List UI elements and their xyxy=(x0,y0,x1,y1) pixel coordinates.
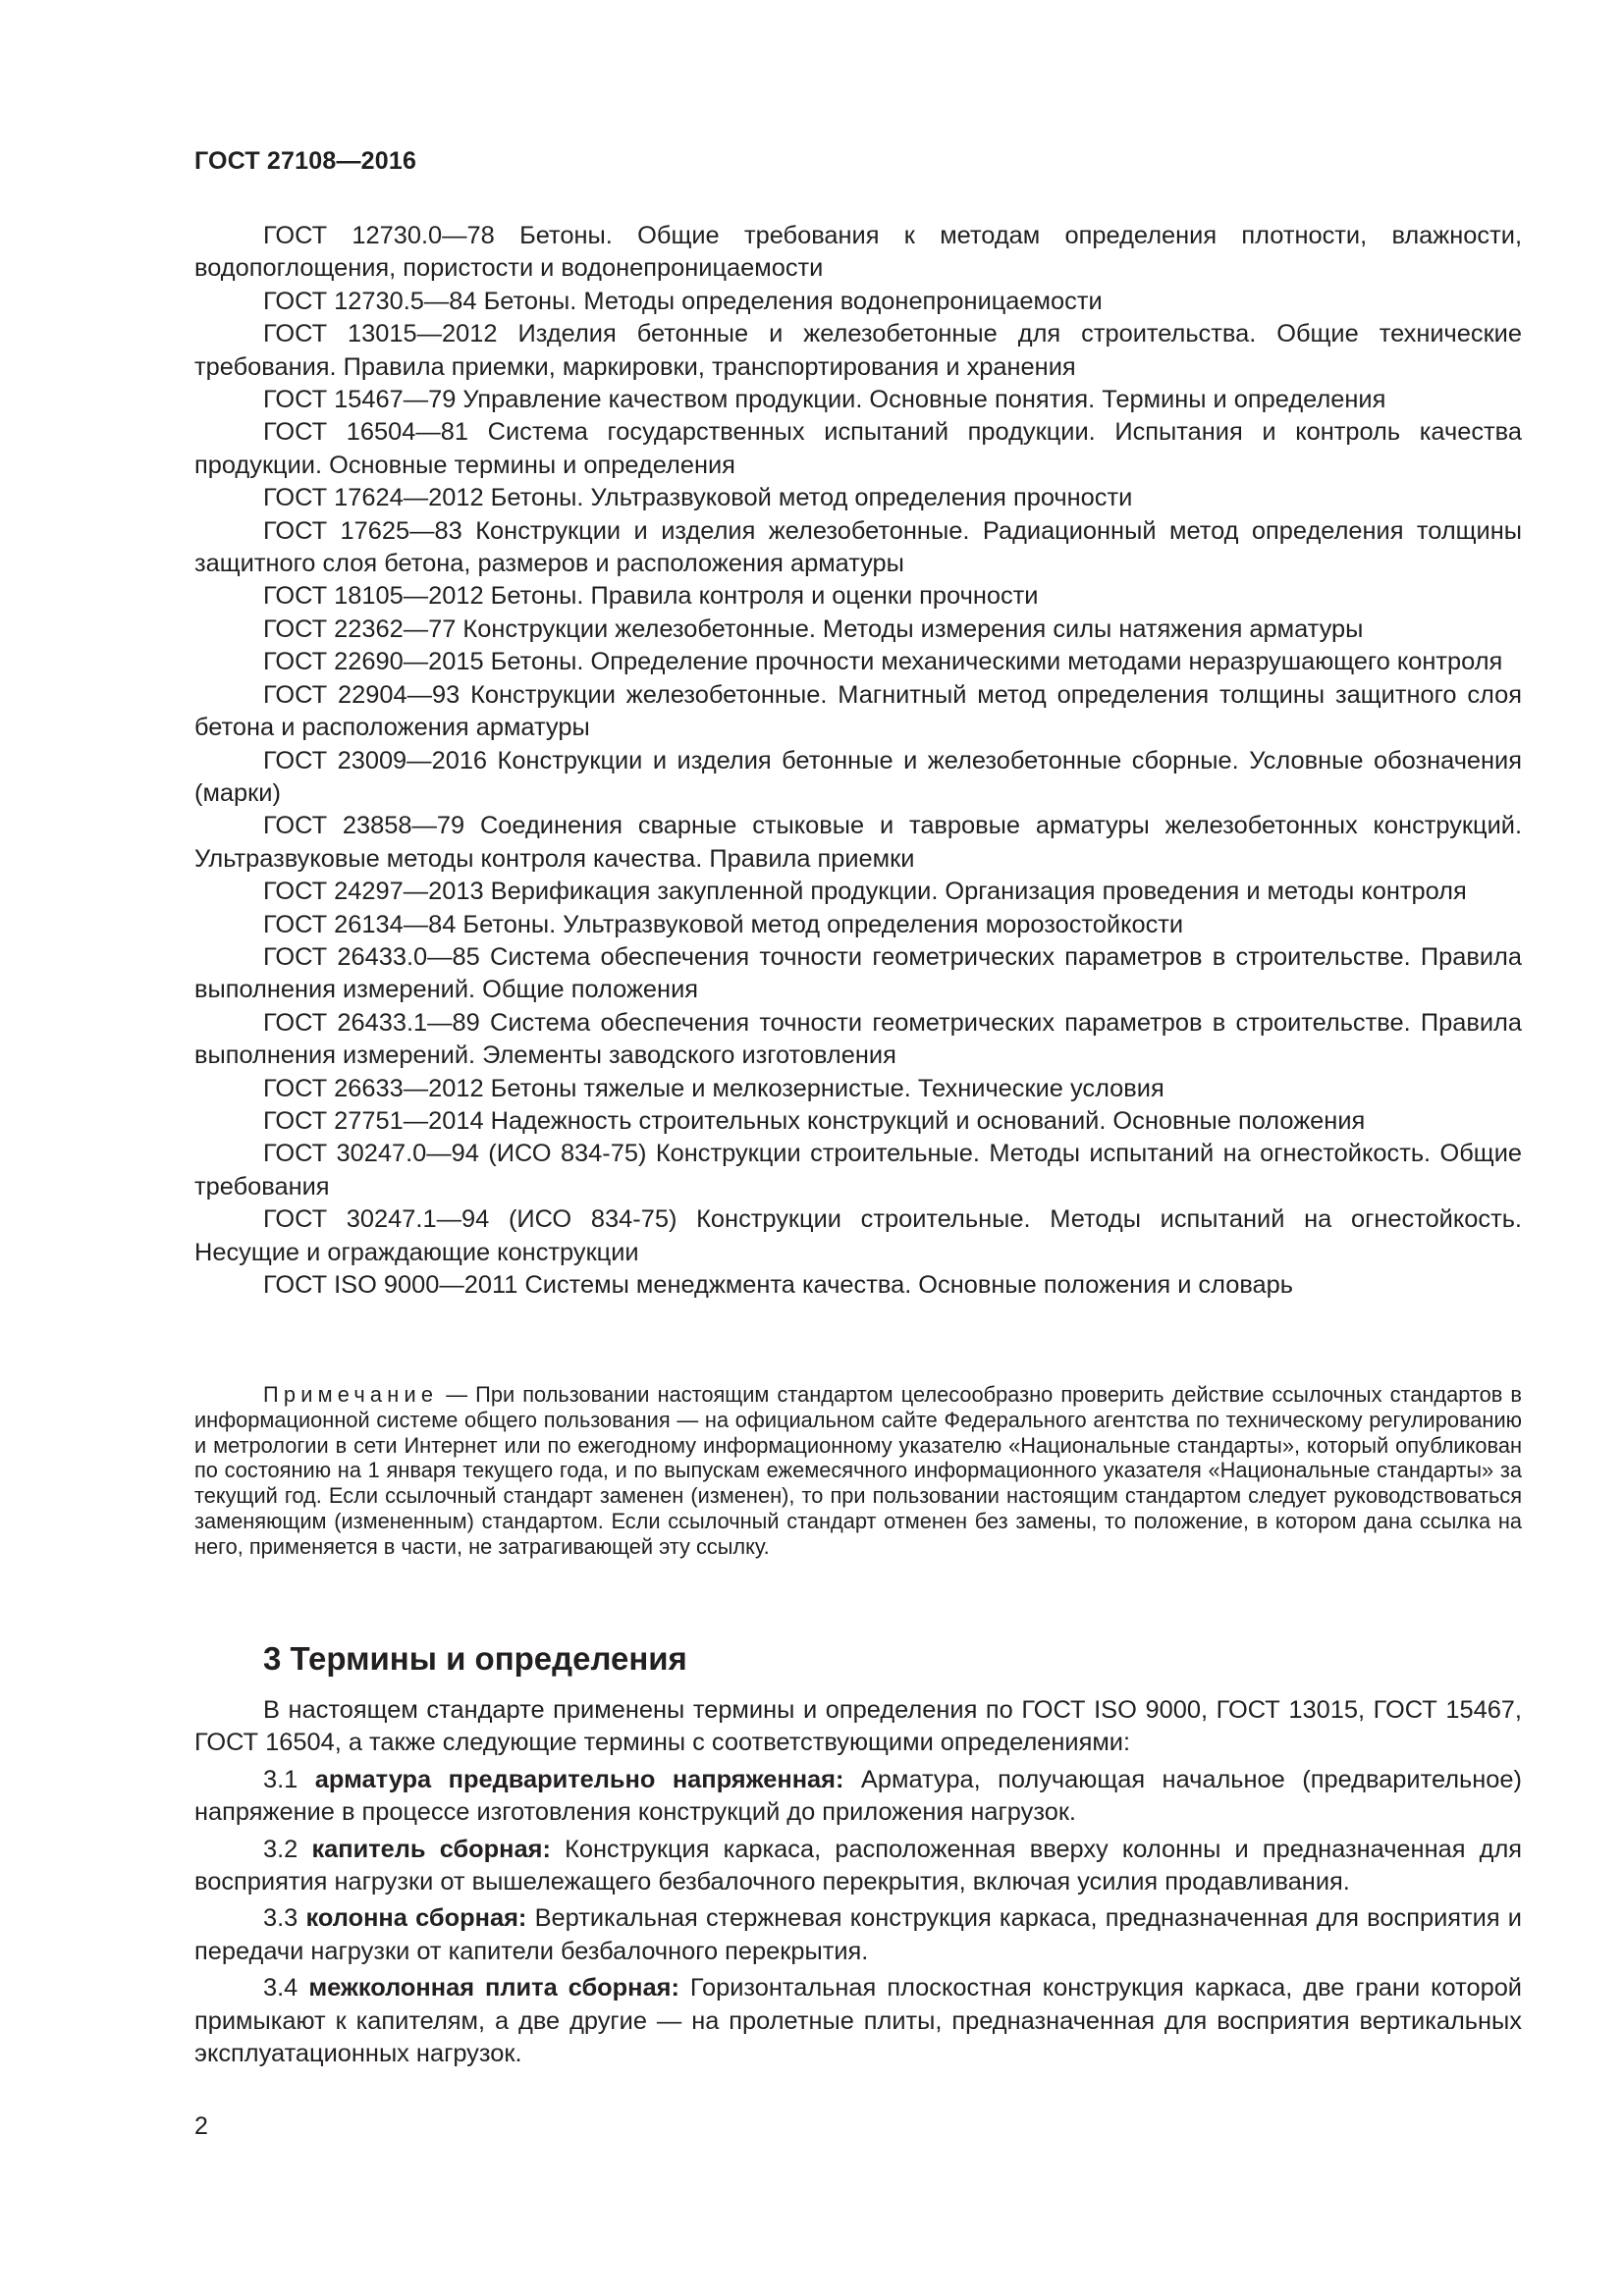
term-number: 3.4 xyxy=(263,1974,298,2002)
reference-item: ГОСТ 18105—2012 Бетоны. Правила контроля и оценки прочности xyxy=(263,582,1039,611)
reference-item: ГОСТ 30247.1—94 (ИСО 834-75) Конструкции строительные. Методы испытаний на огнестойкость. Несущие и ограждающие конструкции xyxy=(194,1205,1522,1266)
section-intro: В настоящем стандарте применены термины и определения по ГОСТ ISO 9000, ГОСТ 13015, ГОСТ 15467, ГОСТ 16504, а также следующие термины с соответствующими определениями: xyxy=(194,1696,1522,1757)
reference-item: ГОСТ 22904—93 Конструкции железобетонные. Магнитный метод определения толщины защитного слоя бетона и расположения арматуры xyxy=(194,680,1522,742)
term-name: межколонная плита сборная: xyxy=(308,1974,679,2002)
reference-item: ГОСТ 13015—2012 Изделия бетонные и железобетонные для строительства. Общие технические требования. Правила приемки, маркировки, транспортирования и хранения xyxy=(194,320,1522,381)
term-number: 3.1 xyxy=(263,1765,298,1793)
term-item xyxy=(194,1902,1522,1968)
reference-item: ГОСТ 17624—2012 Бетоны. Ультразвуковой метод определения прочности xyxy=(263,484,1133,512)
reference-item: ГОСТ 26134—84 Бетоны. Ультразвуковой метод определения морозостойкости xyxy=(263,910,1184,938)
term-definition: Горизонтальная плоскостная конструкция каркаса, две грани которой примыкают к капителям, а две другие — на пролетные плиты, предназначенная для восприятия вертикальных эксплуатационных нагрузок. xyxy=(194,1974,1522,2068)
note-paragraph xyxy=(194,1382,1522,1560)
reference-item: ГОСТ 26433.1—89 Система обеспечения точности геометрических параметров в строительстве. Правила выполнения измерений. Элементы заводского изготовления xyxy=(194,1008,1522,1070)
term-item xyxy=(194,1764,1522,1830)
reference-item: ГОСТ 22362—77 Конструкции железобетонные. Методы измерения силы натяжения арматуры xyxy=(263,614,1364,643)
reference-item: ГОСТ 17625—83 Конструкции и изделия железобетонные. Радиационный метод определения толщины защитного слоя бетона, размеров и расположения арматуры xyxy=(194,516,1522,578)
term-item xyxy=(194,1972,1522,2070)
note-block xyxy=(194,1382,1522,1560)
reference-item: ГОСТ 26633—2012 Бетоны тяжелые и мелкозернистые. Технические условия xyxy=(263,1074,1164,1102)
reference-item: ГОСТ 26433.0—85 Система обеспечения точности геометрических параметров в строительстве. Правила выполнения измерений. Общие положения xyxy=(194,942,1522,1004)
reference-item: ГОСТ 12730.0—78 Бетоны. Общие требования к методам определения плотности, влажности, водопоглощения, пористости и водонепроницаемости xyxy=(194,222,1522,283)
term-name: колонна сборная: xyxy=(305,1904,527,1933)
term-definition: Арматура, получающая начальное (предварительное) напряжение в процессе изготовления конструкций до приложения нагрузок. xyxy=(194,1765,1522,1827)
term-definition: Вертикальная стержневая конструкция каркаса, предназначенная для восприятия и передачи нагрузки от капители безбалочного перекрытия. xyxy=(194,1904,1522,1965)
normative-references-list xyxy=(194,220,1522,1302)
reference-item: ГОСТ 30247.0—94 (ИСО 834-75) Конструкции строительные. Методы испытаний на огнестойкость. Общие требования xyxy=(194,1140,1522,1201)
reference-item: ГОСТ 24297—2013 Верификация закупленной продукции. Организация проведения и методы контроля xyxy=(263,878,1467,906)
note-text: — При пользовании настоящим стандартом целесообразно проверить действие ссылочных стандартов в информационной системе общего пользования — на официальном сайте Федерального агентства по техническому регулированию и метрологии в сети Интернет или по ежегодному информационному указателю «Национальные стандарты», который опубликован по состоянию на 1 января текущего года, и по выпускам ежемесячного информационного указателя «Национальные стандарты» за текущий год. Если ссылочный стандарт заменен (изменен), то при пользовании настоящим стандартом следует руководствоваться заменяющим (измененным) стандартом. Если ссылочный стандарт отменен без замены, то положение, в котором дана ссылка на него, применяется в части, не затрагивающей эту ссылку. xyxy=(194,1382,1522,1559)
term-name: арматура предварительно напряженная: xyxy=(314,1765,844,1793)
section-title: 3 Термины и определения xyxy=(263,1640,687,1677)
term-number: 3.3 xyxy=(263,1904,298,1933)
terms-section xyxy=(194,1639,1522,2074)
term-definition: Конструкция каркаса, расположенная вверху колонны и предназначенная для восприятия нагрузки от вышележащего безбалочного перекрытия, включая усилия продавливания. xyxy=(194,1835,1523,1896)
reference-item: ГОСТ 12730.5—84 Бетоны. Методы определения водонепроницаемости xyxy=(263,287,1103,315)
reference-item: ГОСТ 16504—81 Система государственных испытаний продукции. Испытания и контроль качества продукции. Основные термины и определения xyxy=(194,418,1522,479)
note-label: Примечание xyxy=(263,1382,439,1407)
reference-item: ГОСТ 22690—2015 Бетоны. Определение прочности механическими методами неразрушающего контроля xyxy=(263,648,1503,676)
term-number: 3.2 xyxy=(263,1835,298,1863)
page-number: 2 xyxy=(194,2112,208,2140)
standard-code-header: ГОСТ 27108—2016 xyxy=(194,147,417,175)
reference-item: ГОСТ 15467—79 Управление качеством продукции. Основные понятия. Термины и определения xyxy=(263,386,1386,414)
reference-item: ГОСТ 23858—79 Соединения сварные стыковые и тавровые арматуры железобетонных конструкций. Ультразвуковые методы контроля качества. Правила приемки xyxy=(194,812,1522,873)
reference-item: ГОСТ ISO 9000—2011 Системы менеджмента качества. Основные положения и словарь xyxy=(263,1271,1294,1299)
term-name: капитель сборная: xyxy=(311,1835,551,1863)
reference-item: ГОСТ 23009—2016 Конструкции и изделия бетонные и железобетонные сборные. Условные обозначения (марки) xyxy=(194,746,1522,807)
reference-item: ГОСТ 27751—2014 Надежность строительных конструкций и оснований. Основные положения xyxy=(263,1106,1366,1135)
term-item xyxy=(194,1834,1522,1899)
